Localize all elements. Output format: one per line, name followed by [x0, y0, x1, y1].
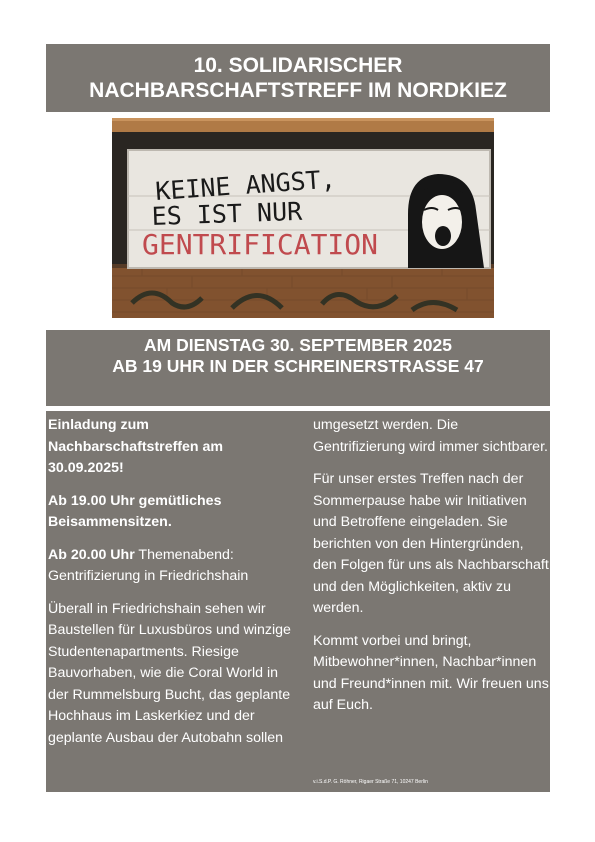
time-theme-evening: Ab 20.00 Uhr Themenabend: Gentrifizierung in Friedrichshain: [48, 546, 249, 584]
event-date: AM DIENSTAG 30. SEPTEMBER 2025: [144, 335, 452, 355]
paragraph-invitation: Kommt vorbei und bringt, Mitbewohner*innen, Nachbar*innen und Freund*innen mit. Wir freuen uns auf Euch.: [313, 632, 549, 713]
flyer-title: [46, 44, 550, 112]
banner-text-2: ES IST NUR: [151, 196, 303, 231]
paragraph-construction-continued: umgesetzt werden. Die Gentrifizierung wird immer sichtbarer.: [313, 417, 548, 455]
invite-heading: Einladung zum Nachbarschaftstreffen am 30.09.2025!: [48, 417, 224, 476]
event-location: AB 19 UHR IN DER SCHREINERSTRASSE 47: [112, 356, 484, 376]
title-line-1: 10. SOLIDARISCHER: [193, 54, 403, 77]
banner-text-3: GENTRIFICATION: [142, 228, 379, 261]
body-text: [46, 411, 550, 792]
banner-text-1: KEINE ANGST,: [154, 164, 337, 206]
right-column: [313, 415, 549, 728]
paragraph-first-meeting: Für unser erstes Treffen nach der Sommerpause habe wir Initiativen und Betroffene eingeladen. Sie berichten von den Hintergründen, den Folgen für uns als Nachbarschaft und den Möglichkeiten, aktiv zu werden.: [313, 471, 549, 616]
banner-photo: [112, 118, 494, 318]
time-gathering: Ab 19.00 Uhr gemütliches Beisammensitzen.: [48, 492, 222, 530]
event-info: [46, 330, 550, 406]
imprint: v.i.S.d.P. G. Röhner, Rigaer Straße 71, 10247 Berlin: [313, 779, 428, 785]
left-column: [48, 415, 296, 760]
paragraph-construction: Überall in Friedrichshain sehen wir Baustellen für Luxusbüros und winzige Studentenapartments. Riesige Bauvorhaben, wie die Coral World in der Rummelsburg Bucht, das geplante Hochhaus im Laskerkiez und der geplante Ausbau der Autobahn sollen: [48, 600, 291, 746]
title-line-2: NACHBARSCHAFTSTREFF IM NORDKIEZ: [89, 79, 507, 102]
